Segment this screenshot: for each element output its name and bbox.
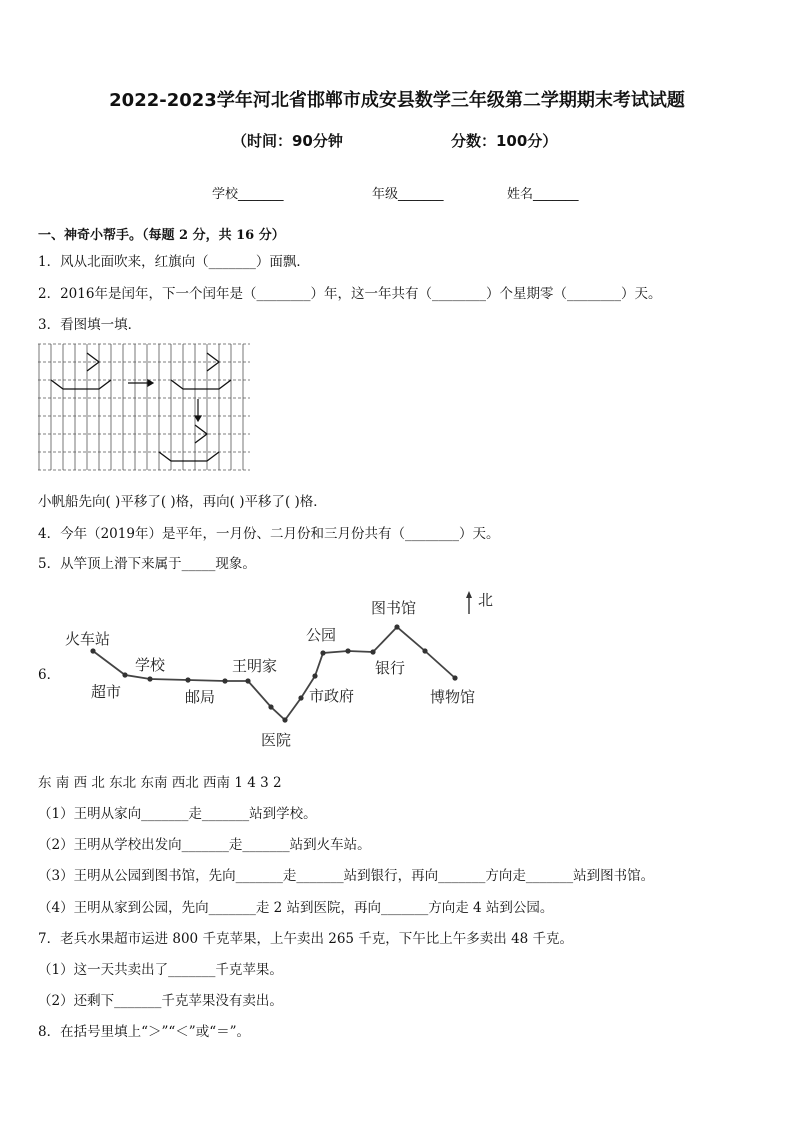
grade-field: 年级_______ — [372, 187, 444, 202]
north-label: 北 — [478, 591, 494, 609]
question-6-2: （2）王明从学校出发向_______走_______站到火车站。 — [38, 837, 371, 853]
route-map — [55, 588, 505, 758]
label-wangming-home: 王明家 — [232, 657, 278, 675]
question-7-2: （2）还剩下_______千克苹果没有卖出。 — [38, 993, 283, 1009]
label-train-station: 火车站 — [65, 630, 111, 648]
question-1: 1．风从北面吹来，红旗向（_______）面飘． — [38, 254, 310, 270]
question-4: 4．今年（2019年）是平年，一月份、二月份和三月份共有（________）天。 — [38, 526, 500, 542]
page-title: 2022-2023学年河北省邯郸市成安县数学三年级第二学期期末考试试题 — [109, 90, 685, 111]
exam-time: （时间：90分钟 — [232, 132, 343, 150]
question-5: 5．从竿顶上滑下来属于_____现象。 — [38, 556, 256, 572]
exam-score: 分数：100分） — [451, 132, 558, 150]
name-field: 姓名_______ — [507, 187, 579, 202]
question-6-3: （3）王明从公园到图书馆，先向_______走_______站到银行，再向_______方向走_______站到图书馆。 — [38, 868, 655, 884]
label-city-hall: 市政府 — [309, 687, 355, 705]
label-supermarket: 超市 — [91, 683, 122, 701]
label-museum: 博物馆 — [430, 688, 476, 706]
label-park: 公园 — [306, 626, 337, 644]
question-8: 8．在括号里填上“＞”“＜”或“＝”。 — [38, 1024, 250, 1040]
question-6-4: （4）王明从家到公园，先向_______走 2 站到医院，再向_______方向走 4 站到公园。 — [38, 900, 554, 916]
question-6-number: 6． — [38, 667, 61, 683]
label-library: 图书馆 — [371, 599, 417, 617]
section-heading: 一、神奇小帮手。（每题 2 分，共 16 分） — [38, 228, 285, 243]
question-6-1: （1）王明从家向_______走_______站到学校。 — [38, 806, 317, 822]
label-post-office: 邮局 — [185, 688, 216, 706]
question-3: 3．看图填一填． — [38, 317, 142, 333]
translation-grid-figure — [38, 342, 252, 474]
movement-arrows — [128, 380, 201, 421]
label-school: 学校 — [135, 656, 166, 674]
north-indicator — [466, 591, 493, 614]
label-hospital: 医院 — [261, 731, 292, 749]
question-7: 7．老兵水果超市运进 800 千克苹果，上午卖出 265 千克，下午比上午多卖出 48 千克。 — [38, 931, 574, 947]
direction-word-bank: 东 南 西 北 东北 东南 西北 西南 1 4 3 2 — [38, 775, 282, 791]
school-field: 学校_______ — [212, 187, 284, 202]
question-7-1: （1）这一天共卖出了_______千克苹果。 — [38, 962, 283, 978]
sailboat-shapes — [51, 353, 231, 461]
label-bank: 银行 — [375, 659, 406, 677]
question-3-answer: 小帆船先向( )平移了( )格，再向( )平移了( )格． — [38, 494, 327, 510]
question-2: 2．2016年是闰年，下一个闰年是（________）年，这一年共有（________）个星期零（________）天。 — [38, 286, 662, 302]
